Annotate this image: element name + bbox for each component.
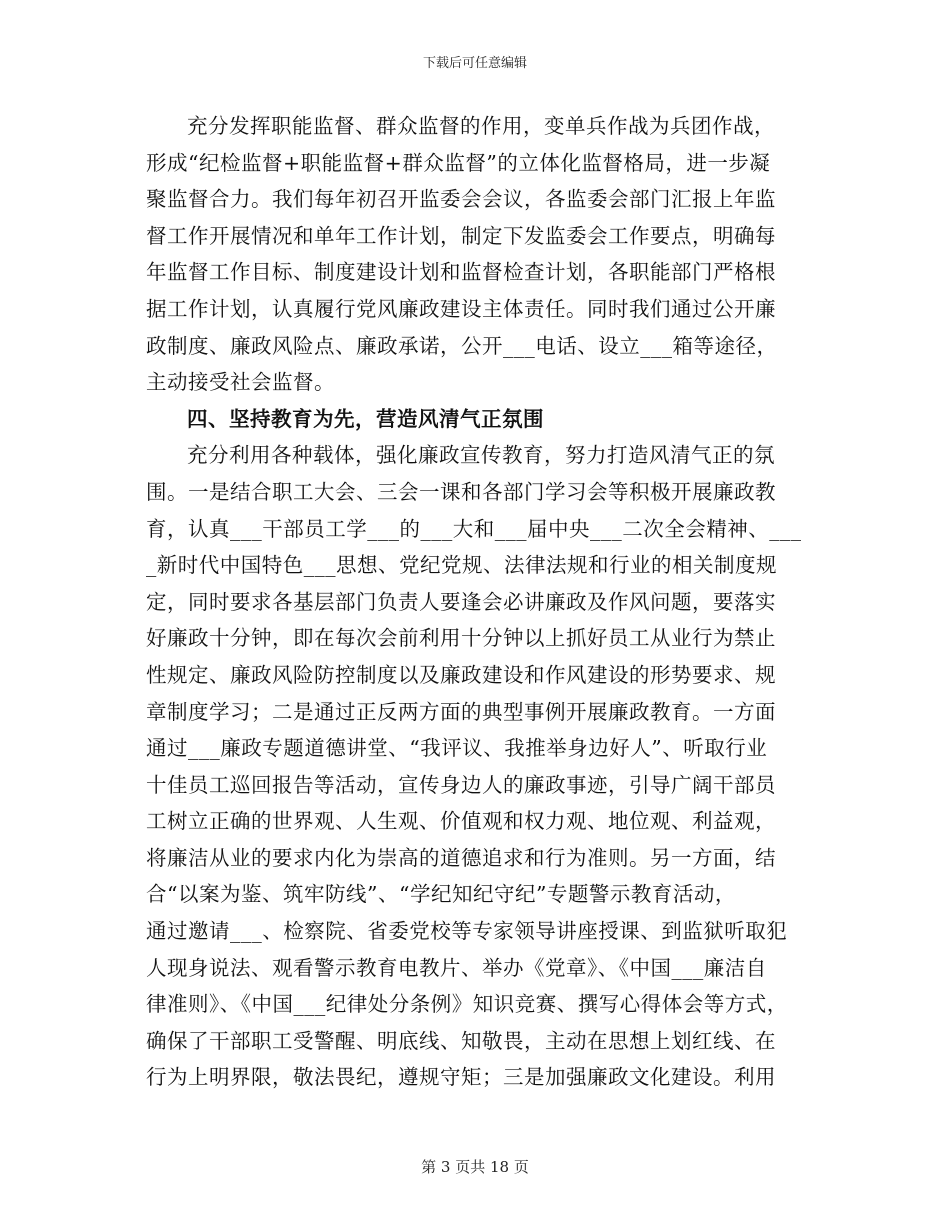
paragraph-line: 性规定、廉政风险防控制度以及廉政建设和作风建设的形势要求、规 [146,662,776,687]
page-header: 下载后可任意编辑 [422,56,527,71]
paragraph-line: 十佳员工巡回报告等活动，宣传身边人的廉政事迹，引导广阔干部员 [146,772,776,797]
paragraph-line: 工树立正确的世界观、人生观、价值观和权力观、地位观、利益观， [146,809,776,834]
paragraph-line: 人现身说法、观看警示教育电教片、举办《党章》、《中国___廉洁自 [146,955,767,980]
paragraph-line: 年监督工作目标、制度建设计划和监督检查计划，各职能部门严格根 [146,260,776,285]
paragraph-line: 督工作开展情况和单年工作计划，制定下发监委会工作要点，明确每 [146,223,776,248]
paragraph-line: 律准则》、《中国___纪律处分条例》知识竞赛、撰写心得体会等方式， [146,992,788,1017]
paragraph-line: 合“以案为鉴、筑牢防线”、“学纪知纪守纪”专题警示教育活动， [146,882,736,907]
paragraph-line: 章制度学习；二是通过正反两方面的典型事例开展廉政教育。一方面 [146,699,776,724]
paragraph-line: 主动接受社会监督。 [146,370,335,395]
paragraph-line: 好廉政十分钟，即在每次会前利用十分钟以上抓好员工从业行为禁止 [146,626,776,651]
paragraph-line: 将廉洁从业的要求内化为崇高的道德追求和行为准则。另一方面，结 [146,845,776,870]
paragraph-line: 育，认真___干部员工学___的___大和___届中央___二次全会精神、___ [146,516,802,541]
paragraph-line: 通过___廉政专题道德讲堂、“我评议、我推举身边好人”、听取行业 [146,736,768,761]
paragraph-line: 定，同时要求各基层部门负责人要逢会必讲廉政及作风问题，要落实 [146,589,776,614]
paragraph-line: 聚监督合力。我们每年初召开监委会会议，各监委会部门汇报上年监 [146,187,776,212]
paragraph-line: 政制度、廉政风险点、廉政承诺，公开___电话、设立___箱等途径， [146,333,778,358]
page-footer: 第 3 页共 18 页 [421,1158,529,1176]
paragraph-line: 围。一是结合职工大会、三会一课和各部门学习会等积极开展廉政教 [146,479,776,504]
document-body [146,108,806,1096]
paragraph-line: 充分利用各种载体，强化廉政宣传教育，努力打造风清气正的氛 [187,443,775,468]
paragraph-line: 通过邀请___、检察院、省委党校等专家领导讲座授课、到监狱听取犯 [146,919,788,944]
paragraph-line: 据工作计划，认真履行党风廉政建设主体责任。同时我们通过公开廉 [146,296,776,321]
paragraph-line: 充分发挥职能监督、群众监督的作用，变单兵作战为兵团作战， [187,114,775,138]
section-heading: 四、坚持教育为先，营造风清气正氛围 [187,406,544,431]
paragraph-line: 形成“纪检监督+职能监督+群众监督”的立体化监督格局，进一步凝 [146,150,771,175]
paragraph-line: 行为上明界限，敬法畏纪，遵规守矩；三是加强廉政文化建设。利用 [146,1065,776,1090]
paragraph-line: _新时代中国特色___思想、党纪党规、法律法规和行业的相关制度规 [146,553,777,578]
paragraph-line: 确保了干部职工受警醒、明底线、知敬畏，主动在思想上划红线、在 [146,1028,776,1053]
